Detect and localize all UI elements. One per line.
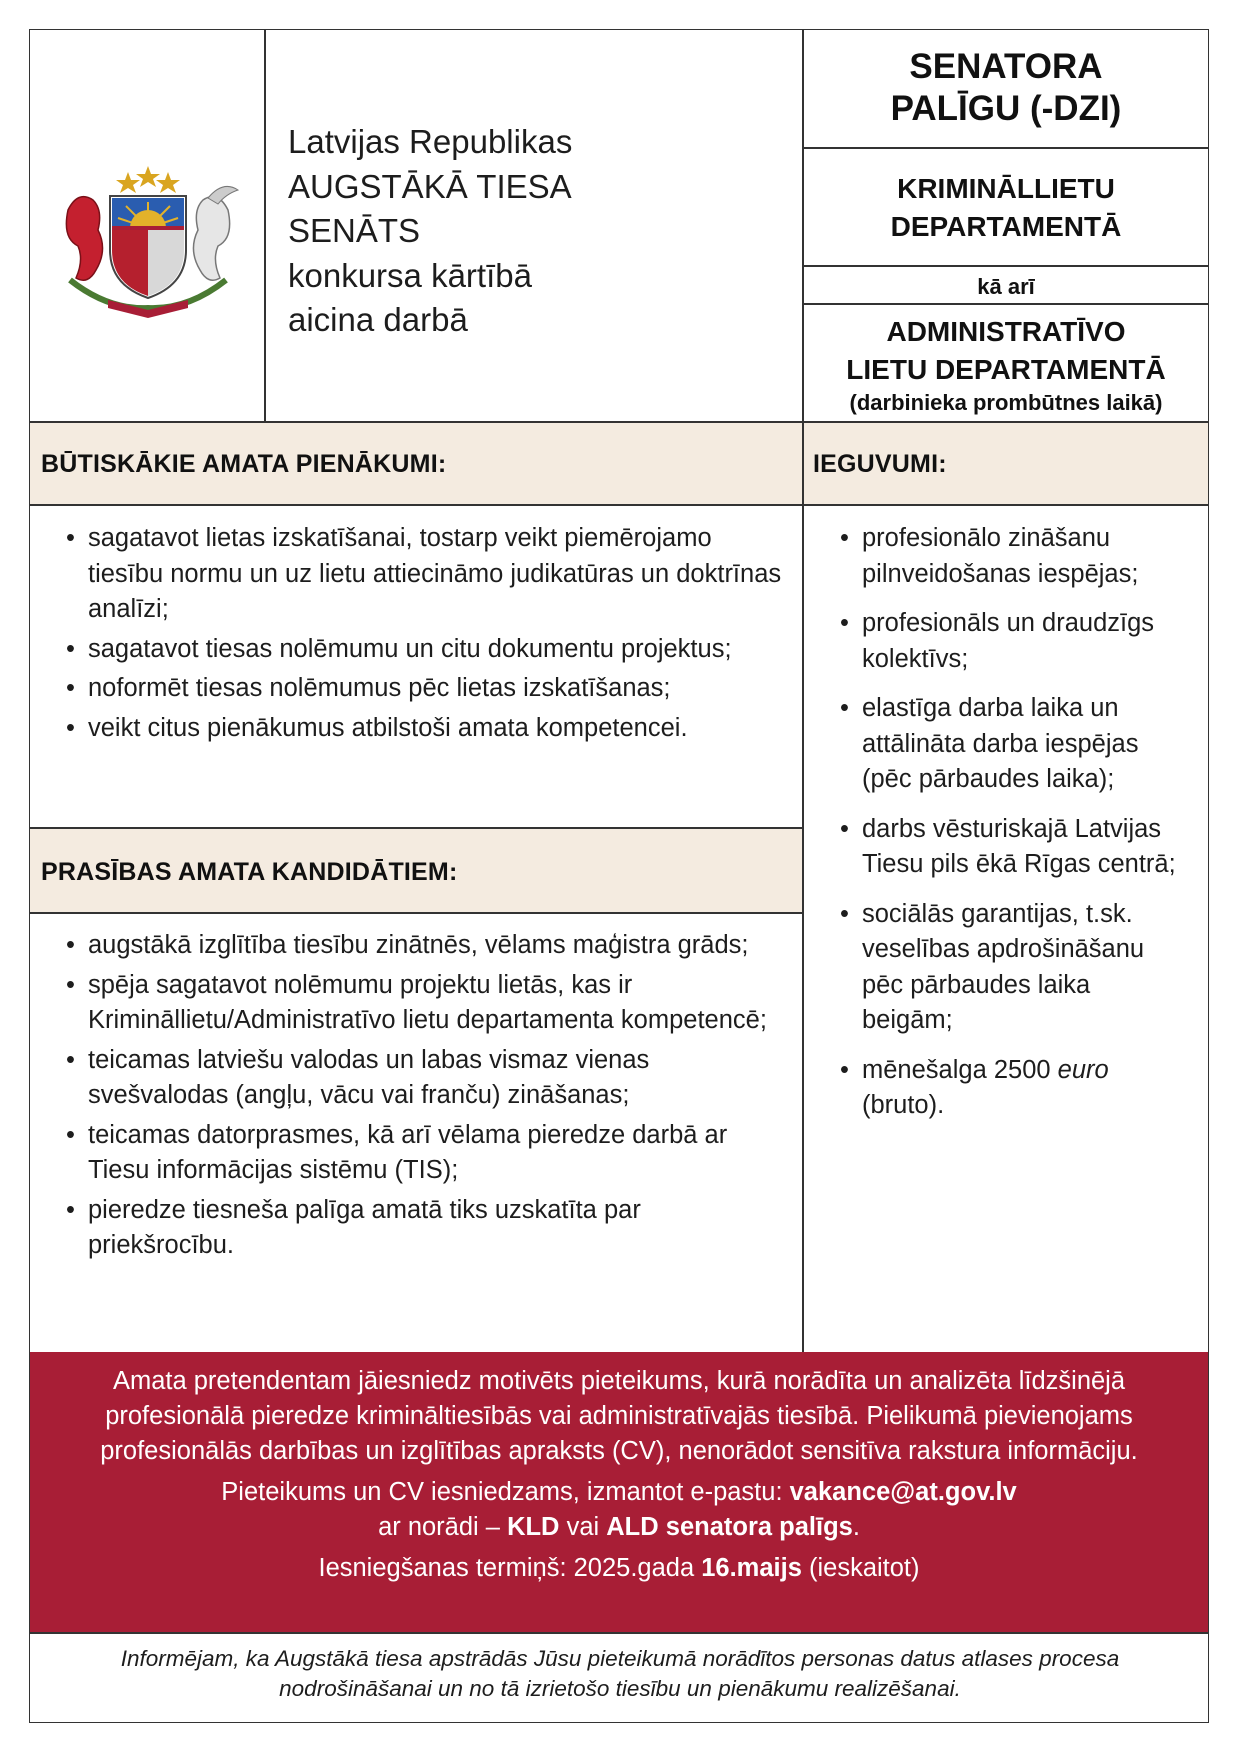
- requirements-list: [66, 928, 786, 1264]
- list-item: • darbs vēsturiskajā Latvijas Tiesu pils ēkā Rīgas centrā;: [840, 812, 1185, 883]
- duties-title: BŪTISKĀKIE AMATA PIENĀKUMI:: [41, 450, 447, 478]
- list-item: • pieredze tiesneša palīga amatā tiks uzskatīta par priekšrocību.: [66, 1193, 786, 1264]
- benefits-list: [840, 521, 1185, 1124]
- divider: [29, 1632, 1209, 1634]
- email-address: vakance@at.gov.lv: [789, 1478, 1017, 1506]
- divider: [29, 912, 803, 914]
- divider: [29, 504, 1209, 506]
- organization-block: [288, 120, 788, 343]
- divider: [803, 265, 1209, 267]
- deadline-date: 16.maijs: [701, 1554, 802, 1582]
- list-item: • teicamas latviešu valodas un labas vismaz vienas svešvalodas (angļu, vācu vai franču) zināšanas;: [66, 1043, 786, 1114]
- divider: [803, 147, 1209, 149]
- list-item: • sagatavot lietas izskatīšanai, tostarp veikt piemērojamo tiesību normu un uz lietu attiecināmo judikatūras un doktrīnas analīzi;: [66, 521, 786, 628]
- reference-line: ar norādi – KLD vai ALD senatora palīgs.: [378, 1513, 860, 1541]
- org-line-2: AUGSTĀKĀ TIESA: [288, 167, 572, 205]
- application-box: [30, 1352, 1208, 1632]
- list-item: • veikt citus pienākumus atbilstoši amata kompetencei.: [66, 711, 786, 747]
- coat-of-arms: [48, 160, 248, 320]
- email-line: Pieteikums un CV iesniedzams, izmantot e-pastu: vakance@at.gov.lv: [221, 1478, 1017, 1506]
- column-divider: [802, 423, 804, 504]
- connector-text: kā arī: [977, 274, 1035, 299]
- position-title: SENATORA PALĪGU (-DZI): [890, 47, 1122, 128]
- list-item: • elastīga darba laika un attālināta darba iespējas (pēc pārbaudes laika);: [840, 691, 1185, 798]
- privacy-note: Informējam, ka Augstākā tiesa apstrādās Jūsu pieteikumā norādītos personas datus atlases procesa nodrošināšanai un no tā izrietošo tiesību un pienākumu realizēšanai.: [120, 1646, 1120, 1701]
- deadline-line: Iesniegšanas termiņš: 2025.gada 16.maijs (ieskaitot): [318, 1554, 920, 1582]
- application-text: Amata pretendentam jāiesniedz motivēts pieteikums, kurā norādīta un analizēta līdzšinējā profesionālā pieredze krimināltiesībās vai administratīvajās tiesībā. Pielikumā pievienojams profesionālās darbības un izglītības apraksts (CV), nenorādot sensitīva rakstura informāciju.: [100, 1367, 1138, 1465]
- list-item: • profesionālo zināšanu pilnveidošanas iespējas;: [840, 521, 1185, 592]
- coat-of-arms-icon: [48, 160, 248, 320]
- duties-list: [66, 521, 786, 746]
- benefits-title: IEGUVUMI:: [813, 450, 947, 478]
- list-item: • profesionāls un draudzīgs kolektīvs;: [840, 606, 1185, 677]
- salary-currency: euro: [1057, 1055, 1109, 1084]
- org-line-3: SENĀTS: [288, 212, 421, 249]
- department-1: KRIMINĀLLIETU DEPARTAMENTĀ: [890, 173, 1122, 242]
- org-line-5: aicina darbā: [288, 301, 468, 338]
- list-item: • teicamas datorprasmes, kā arī vēlama pieredze darbā ar Tiesu informācijas sistēmu (TIS);: [66, 1118, 786, 1189]
- list-item: • spēja sagatavot nolēmumu projektu lietās, kas ir Krimināllietu/Administratīvo lietu departamenta kompetencē;: [66, 968, 786, 1039]
- department-2-note: (darbinieka prombūtnes laikā): [849, 390, 1163, 415]
- salary-item: • mēnešalga 2500 euro (bruto).: [840, 1053, 1185, 1124]
- org-line-4: konkursa kārtībā: [288, 256, 532, 294]
- requirements-title: PRASĪBAS AMATA KANDIDĀTIEM:: [41, 858, 458, 886]
- list-item: • sociālās garantijas, t.sk. veselības apdrošināšanu pēc pārbaudes laika beigām;: [840, 897, 1185, 1039]
- header-divider-left: [264, 29, 266, 422]
- divider: [803, 303, 1209, 305]
- department-2: ADMINISTRATĪVO LIETU DEPARTAMENTĀ (darbinieka prombūtnes laikā): [803, 313, 1209, 417]
- list-item: • noformēt tiesas nolēmumus pēc lietas izskatīšanas;: [66, 671, 786, 707]
- org-line-1: Latvijas Republikas: [288, 123, 573, 160]
- list-item: • sagatavot tiesas nolēmumu un citu dokumentu projektus;: [66, 632, 786, 668]
- list-item: • augstākā izglītība tiesību zinātnēs, vēlams maģistra grāds;: [66, 928, 786, 964]
